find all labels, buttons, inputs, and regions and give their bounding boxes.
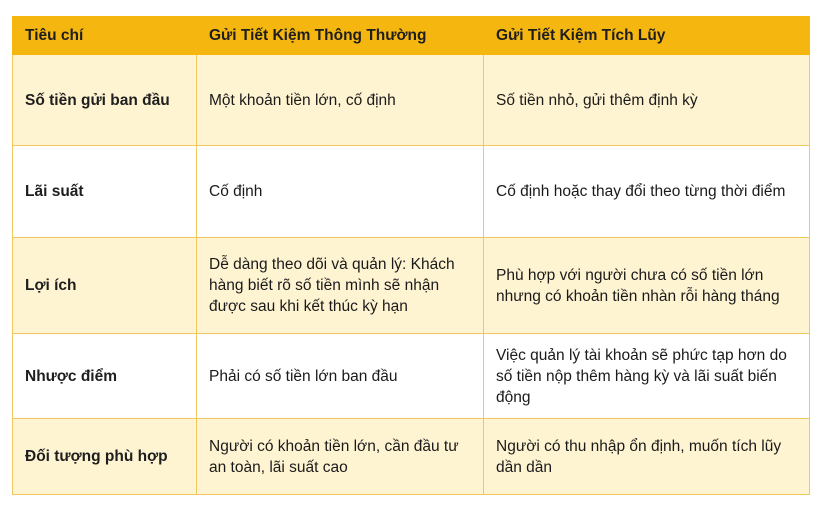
row-accumulative-cell: Việc quản lý tài khoản sẽ phức tạp hơn do số tiền nộp thêm hàng kỳ và lãi suất biến động [484,334,810,419]
row-criterion: Lợi ích [13,238,197,334]
table-row [13,334,810,419]
row-regular-cell: Dễ dàng theo dõi và quản lý: Khách hàng biết rõ số tiền mình sẽ nhận được sau khi kết thúc kỳ hạn [197,238,484,334]
comparison-table-container [12,16,809,494]
table-header-row [13,17,810,55]
table-row [13,238,810,334]
header-regular-savings: Gửi Tiết Kiệm Thông Thường [197,17,484,55]
row-regular-cell: Người có khoản tiền lớn, cần đầu tư an toàn, lãi suất cao [197,419,484,495]
row-regular-cell: Một khoản tiền lớn, cố định [197,55,484,146]
row-accumulative-cell: Phù hợp với người chưa có số tiền lớn nhưng có khoản tiền nhàn rỗi hàng tháng [484,238,810,334]
row-criterion: Lãi suất [13,146,197,238]
header-accumulative-savings: Gửi Tiết Kiệm Tích Lũy [484,17,810,55]
row-regular-cell: Cố định [197,146,484,238]
row-regular-cell: Phải có số tiền lớn ban đầu [197,334,484,419]
header-criterion: Tiêu chí [13,17,197,55]
comparison-table [12,16,810,495]
table-row [13,55,810,146]
row-accumulative-cell: Người có thu nhập ổn định, muốn tích lũy dần dần [484,419,810,495]
row-accumulative-cell: Số tiền nhỏ, gửi thêm định kỳ [484,55,810,146]
row-criterion: Số tiền gửi ban đầu [13,55,197,146]
row-accumulative-cell: Cố định hoặc thay đổi theo từng thời điểm [484,146,810,238]
table-row [13,419,810,495]
row-criterion: Nhược điểm [13,334,197,419]
table-row [13,146,810,238]
row-criterion: Đối tượng phù hợp [13,419,197,495]
